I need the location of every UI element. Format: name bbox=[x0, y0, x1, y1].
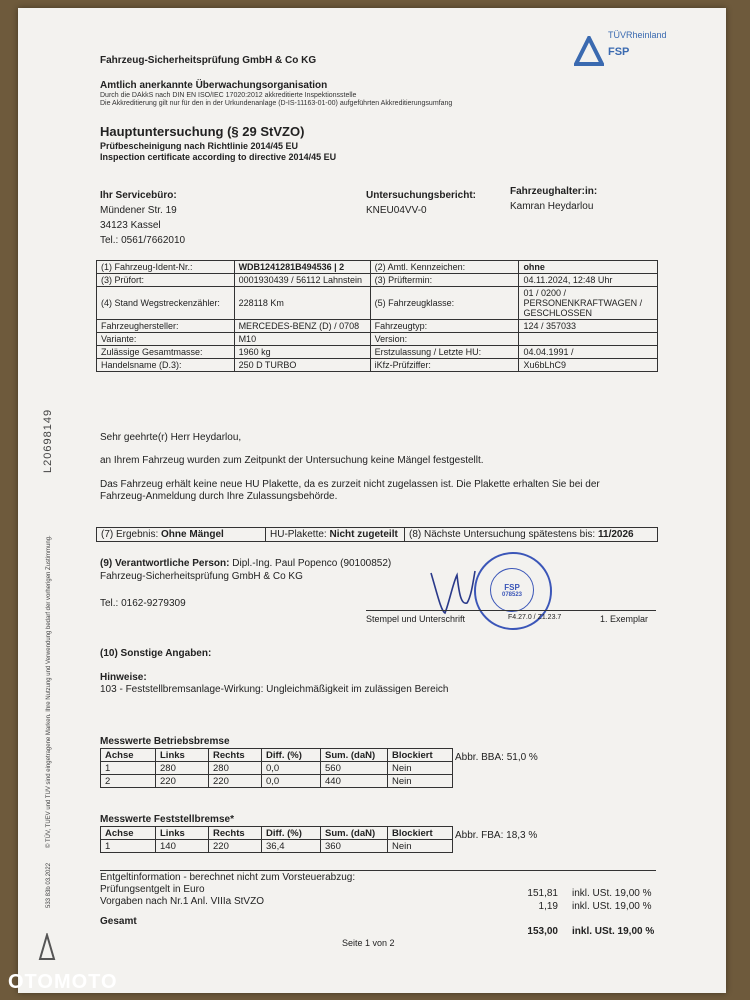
brake-header: Sum. (daN) bbox=[321, 827, 388, 840]
service-brake-table bbox=[100, 748, 453, 788]
vehicle-field-value: 0001930439 / 56112 Lahnstein bbox=[234, 274, 370, 287]
letter-line-2: Das Fahrzeug erhält keine neue HU Plakette, da es zurzeit nicht zugelassen ist. Die Plakette erhalten Sie bei der bbox=[100, 479, 600, 490]
owner-label: Fahrzeughalter:in: bbox=[510, 186, 598, 197]
result-value: Ohne Mängel bbox=[161, 529, 224, 540]
copy-label: 1. Exemplar bbox=[600, 614, 649, 624]
fee-2-label: Vorgaben nach Nr.1 Anl. VIIIa StVZO bbox=[100, 896, 264, 907]
brake-row bbox=[101, 840, 453, 853]
letter-line-1: an Ihrem Fahrzeug wurden zum Zeitpunkt der Untersuchung keine Mängel festgestellt. bbox=[100, 455, 484, 466]
form-code: F4.27.0 / Z1.23.7 bbox=[508, 614, 562, 621]
person-name: Dipl.-Ing. Paul Popenco (90100852) bbox=[232, 558, 392, 569]
brake-header: Rechts bbox=[209, 827, 262, 840]
tuv-triangle-icon bbox=[574, 36, 604, 66]
parking-brake-title: Messwerte Feststellbremse* bbox=[100, 814, 234, 825]
vehicle-field-value: MERCEDES-BENZ (D) / 0708 bbox=[234, 320, 370, 333]
vehicle-field-value: 124 / 357033 bbox=[519, 320, 658, 333]
brake-header: Diff. (%) bbox=[262, 827, 321, 840]
vehicle-field-value: 01 / 0200 / PERSONENKRAFTWAGEN / GESCHLOSSEN bbox=[519, 287, 658, 320]
parking-brake-table bbox=[100, 826, 453, 853]
vehicle-field-value: 250 D TURBO bbox=[234, 359, 370, 372]
person-company: Fahrzeug-Sicherheitsprüfung GmbH & Co KG bbox=[100, 571, 303, 582]
vehicle-field-label: Version: bbox=[370, 333, 519, 346]
logo-sub: FSP bbox=[608, 46, 630, 58]
vehicle-field-label: (3) Prüftermin: bbox=[370, 274, 519, 287]
brake-cell: 36,4 bbox=[262, 840, 321, 853]
brake-header: Links bbox=[156, 749, 209, 762]
person-tel: Tel.: 0162-9279309 bbox=[100, 598, 186, 609]
brake-cell: Nein bbox=[388, 840, 453, 853]
next-inspection-value: 11/2026 bbox=[598, 529, 634, 540]
fee-1-amount: 151,81 bbox=[527, 888, 558, 899]
brake-row bbox=[101, 775, 453, 788]
vehicle-field-label: (2) Amtl. Kennzeichen: bbox=[370, 261, 519, 274]
brake-cell: 2 bbox=[101, 775, 156, 788]
fees-divider bbox=[100, 870, 656, 871]
stamp-number: 078523 bbox=[501, 591, 523, 598]
vehicle-row bbox=[97, 333, 658, 346]
brake-cell: 360 bbox=[321, 840, 388, 853]
page-number: Seite 1 von 2 bbox=[342, 938, 395, 948]
greeting: Sehr geehrte(r) Herr Heydarlou, bbox=[100, 432, 242, 443]
fee-2-tax: inkl. USt. 19,00 % bbox=[572, 901, 652, 912]
brake-cell: 220 bbox=[156, 775, 209, 788]
stamp-label: Stempel und Unterschrift bbox=[366, 614, 466, 624]
service-label: Ihr Servicebüro: bbox=[100, 190, 177, 201]
brake-cell: 220 bbox=[209, 775, 262, 788]
vehicle-field-value: 04.04.1991 / bbox=[519, 346, 658, 359]
vehicle-field-label: (5) Fahrzeugklasse: bbox=[370, 287, 519, 320]
vehicle-field-label: Zulässige Gesamtmasse: bbox=[97, 346, 235, 359]
fees-info: Entgeltinformation - berechnet nicht zum Vorsteuerabzug: bbox=[100, 872, 356, 883]
brake-row bbox=[101, 762, 453, 775]
brake-cell: Nein bbox=[388, 762, 453, 775]
vehicle-field-label: Fahrzeugtyp: bbox=[370, 320, 519, 333]
service-street: Mündener Str. 19 bbox=[100, 205, 177, 216]
vehicle-field-value: ohne bbox=[519, 261, 658, 274]
vehicle-row bbox=[97, 274, 658, 287]
brake-cell: 0,0 bbox=[262, 775, 321, 788]
vehicle-field-value: 04.11.2024, 12:48 Uhr bbox=[519, 274, 658, 287]
company-name: Fahrzeug-Sicherheitsprüfung GmbH & Co KG bbox=[100, 55, 317, 66]
stamp-center bbox=[490, 568, 534, 612]
hinweise-label: Hinweise: bbox=[100, 672, 147, 683]
owner-value: Kamran Heydarlou bbox=[510, 201, 594, 212]
vehicle-field-label: Erstzulassung / Letzte HU: bbox=[370, 346, 519, 359]
vehicle-row bbox=[97, 287, 658, 320]
subtitle-en: Inspection certificate according to directive 2014/45 EU bbox=[100, 152, 337, 162]
watermark: OTOMOTO bbox=[8, 971, 118, 993]
responsible-person bbox=[100, 558, 391, 569]
brake-header: Links bbox=[156, 827, 209, 840]
accreditation-line-1: Durch die DAkkS nach DIN EN ISO/IEC 17020:2012 akkreditierte Inspektionsstelle bbox=[100, 92, 357, 99]
service-city: 34123 Kassel bbox=[100, 220, 161, 231]
next-inspection-label: (8) Nächste Untersuchung spätestens bis: bbox=[409, 529, 596, 540]
vehicle-field-label: iKfz-Prüfziffer: bbox=[370, 359, 519, 372]
vehicle-row bbox=[97, 320, 658, 333]
vehicle-row bbox=[97, 261, 658, 274]
report-value: KNEU04VV-0 bbox=[366, 205, 427, 216]
report-label: Untersuchungsbericht: bbox=[366, 190, 477, 201]
brake-cell: Nein bbox=[388, 775, 453, 788]
service-brake-title: Messwerte Betriebsbremse bbox=[100, 736, 230, 747]
plakette-label: HU-Plakette: bbox=[270, 529, 327, 540]
logo-brand: TÜVRheinland bbox=[608, 30, 667, 40]
fee-1-tax: inkl. USt. 19,00 % bbox=[572, 888, 652, 899]
brake-cell: 280 bbox=[156, 762, 209, 775]
signature-line bbox=[366, 610, 656, 611]
brake-cell: 0,0 bbox=[262, 762, 321, 775]
brake-header: Achse bbox=[101, 827, 156, 840]
tuv-logo bbox=[574, 28, 704, 68]
fee-2-amount: 1,19 bbox=[538, 901, 558, 912]
brake-header: Achse bbox=[101, 749, 156, 762]
vehicle-row bbox=[97, 359, 658, 372]
brake-header: Blockiert bbox=[388, 827, 453, 840]
hinweise-text: 103 - Feststellbremsanlage-Wirkung: Ungleichmäßigkeit im zulässigen Bereich bbox=[100, 684, 449, 695]
total-amount: 153,00 bbox=[527, 926, 558, 937]
brake-header: Sum. (daN) bbox=[321, 749, 388, 762]
plakette-value: Nicht zugeteilt bbox=[329, 529, 398, 540]
vehicle-row bbox=[97, 346, 658, 359]
vehicle-field-value: M10 bbox=[234, 333, 370, 346]
corner-logo-icon bbox=[38, 933, 56, 961]
vehicle-field-label: (1) Fahrzeug-Ident-Nr.: bbox=[97, 261, 235, 274]
fee-1-label: Prüfungsentgelt in Euro bbox=[100, 884, 205, 895]
brake-header: Blockiert bbox=[388, 749, 453, 762]
brake-cell: 140 bbox=[156, 840, 209, 853]
person-label: (9) Verantwortliche Person: bbox=[100, 558, 230, 569]
vehicle-field-label: Fahrzeughersteller: bbox=[97, 320, 235, 333]
page-title: Hauptuntersuchung (§ 29 StVZO) bbox=[100, 124, 305, 139]
brake-header: Diff. (%) bbox=[262, 749, 321, 762]
vehicle-field-label: Handelsname (D.3): bbox=[97, 359, 235, 372]
stamp-text: FSP bbox=[504, 582, 520, 592]
inspection-certificate bbox=[18, 8, 726, 993]
parking-brake-abbr: Abbr. FBA: 18,3 % bbox=[455, 830, 538, 841]
side-legal-text: © TÜV, TUEV und TUV sind eingetragene Marken. Ihre Nutzung und Verwendung bedarf der vorherigen Zustimmung. bbox=[46, 535, 52, 848]
result-box bbox=[96, 527, 658, 542]
vehicle-field-label: (3) Prüfort: bbox=[97, 274, 235, 287]
service-tel: Tel.: 0561/7662010 bbox=[100, 235, 186, 246]
vehicle-field-value: WDB1241281B494536 | 2 bbox=[234, 261, 370, 274]
subtitle-de: Prüfbescheinigung nach Richtlinie 2014/45 EU bbox=[100, 141, 299, 151]
brake-cell: 560 bbox=[321, 762, 388, 775]
vehicle-field-value: Xu6bLhC9 bbox=[519, 359, 658, 372]
org-title: Amtlich anerkannte Überwachungsorganisation bbox=[100, 80, 328, 91]
vehicle-field-label: Variante: bbox=[97, 333, 235, 346]
letter-line-3: Fahrzeug-Anmeldung durch Ihre Zulassungsbehörde. bbox=[100, 491, 338, 502]
vehicle-field-value: 228118 Km bbox=[234, 287, 370, 320]
result-label: (7) Ergebnis: bbox=[101, 529, 159, 540]
accreditation-line-2: Die Akkreditierung gilt nur für den in der Urkundenanlage (D-IS-11163-01-00) aufgeführten Akkreditierungsumfang bbox=[100, 100, 453, 107]
brake-cell: 280 bbox=[209, 762, 262, 775]
brake-cell: 1 bbox=[101, 840, 156, 853]
brake-cell: 440 bbox=[321, 775, 388, 788]
side-code: L20698149 bbox=[42, 408, 54, 473]
total-tax: inkl. USt. 19,00 % bbox=[572, 926, 655, 937]
vehicle-field-value: 1960 kg bbox=[234, 346, 370, 359]
vehicle-field-label: (4) Stand Wegstreckenzähler: bbox=[97, 287, 235, 320]
brake-cell: 1 bbox=[101, 762, 156, 775]
side-form-code: 533 83b 03.2022 bbox=[46, 862, 52, 908]
brake-header: Rechts bbox=[209, 749, 262, 762]
vehicle-table bbox=[96, 260, 658, 372]
vehicle-field-value bbox=[519, 333, 658, 346]
other-info-label: (10) Sonstige Angaben: bbox=[100, 648, 212, 659]
total-label: Gesamt bbox=[100, 916, 137, 927]
brake-cell: 220 bbox=[209, 840, 262, 853]
service-brake-abbr: Abbr. BBA: 51,0 % bbox=[455, 752, 538, 763]
